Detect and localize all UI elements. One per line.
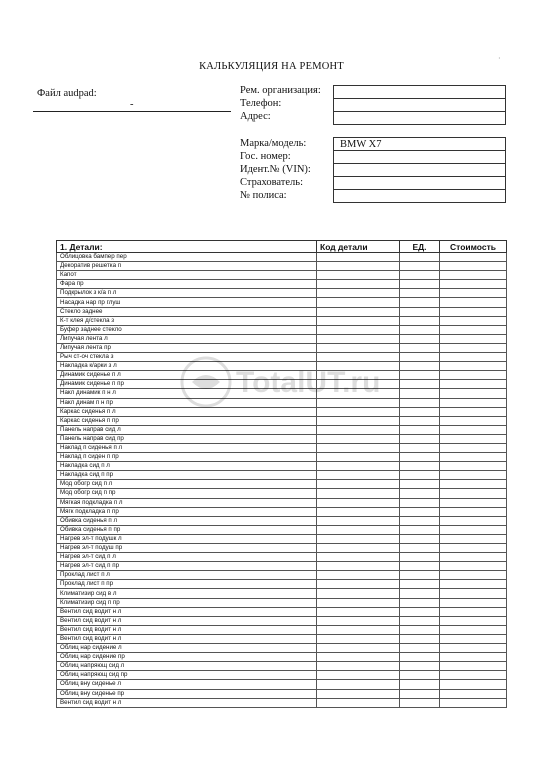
part-unit-cell[interactable] bbox=[400, 625, 440, 634]
part-name-cell: Динамик сиденье п л bbox=[57, 371, 317, 380]
table-row bbox=[57, 462, 507, 471]
part-cost-cell[interactable] bbox=[440, 525, 507, 534]
part-unit-cell[interactable] bbox=[400, 644, 440, 653]
part-code-cell[interactable] bbox=[317, 634, 400, 643]
file-underline bbox=[33, 111, 231, 112]
part-code-cell[interactable] bbox=[317, 425, 400, 434]
part-cost-cell[interactable] bbox=[440, 671, 507, 680]
part-unit-cell[interactable] bbox=[400, 689, 440, 698]
part-unit-cell[interactable] bbox=[400, 462, 440, 471]
part-unit-cell[interactable] bbox=[400, 289, 440, 298]
table-row bbox=[57, 634, 507, 643]
policy-label: № полиса: bbox=[240, 190, 287, 201]
part-unit-cell[interactable] bbox=[400, 380, 440, 389]
part-name-cell: Каркас сиденья п пр bbox=[57, 416, 317, 425]
address-label: Адрес: bbox=[240, 111, 271, 122]
part-code-cell[interactable] bbox=[317, 589, 400, 598]
part-unit-cell[interactable] bbox=[400, 525, 440, 534]
table-row bbox=[57, 398, 507, 407]
part-name-cell: Накл динам п н пр bbox=[57, 398, 317, 407]
part-cost-cell[interactable] bbox=[440, 271, 507, 280]
part-cost-cell[interactable] bbox=[440, 407, 507, 416]
part-code-cell[interactable] bbox=[317, 480, 400, 489]
part-cost-cell[interactable] bbox=[440, 325, 507, 334]
policy-field[interactable] bbox=[333, 189, 506, 203]
part-cost-cell[interactable] bbox=[440, 307, 507, 316]
part-cost-cell[interactable] bbox=[440, 353, 507, 362]
table-row bbox=[57, 662, 507, 671]
table-row bbox=[57, 325, 507, 334]
part-unit-cell[interactable] bbox=[400, 498, 440, 507]
part-unit-cell[interactable] bbox=[400, 534, 440, 543]
part-cost-cell[interactable] bbox=[440, 680, 507, 689]
part-name-cell: Подкрылок з к/а п л bbox=[57, 289, 317, 298]
part-name-cell: Обивка сиденья п пр bbox=[57, 525, 317, 534]
part-unit-cell[interactable] bbox=[400, 307, 440, 316]
make-model-label: Марка/модель: bbox=[240, 138, 307, 149]
part-code-cell[interactable] bbox=[317, 607, 400, 616]
part-unit-cell[interactable] bbox=[400, 671, 440, 680]
table-row bbox=[57, 571, 507, 580]
part-name-cell: Мод обогр сид п л bbox=[57, 480, 317, 489]
part-unit-cell[interactable] bbox=[400, 516, 440, 525]
part-unit-cell[interactable] bbox=[400, 453, 440, 462]
part-code-cell[interactable] bbox=[317, 271, 400, 280]
part-name-cell: Липучая лента пр bbox=[57, 343, 317, 352]
part-name-cell: Вентил сид водит н л bbox=[57, 698, 317, 707]
make-model-field[interactable]: BMW X7 bbox=[333, 137, 506, 151]
parts-table bbox=[56, 240, 507, 708]
part-cost-cell[interactable] bbox=[440, 534, 507, 543]
part-name-cell: Мягк подкладка п пр bbox=[57, 507, 317, 516]
part-cost-cell[interactable] bbox=[440, 298, 507, 307]
part-name-cell: Вентил сид водит н л bbox=[57, 634, 317, 643]
part-code-cell[interactable] bbox=[317, 416, 400, 425]
part-cost-cell[interactable] bbox=[440, 544, 507, 553]
part-cost-cell[interactable] bbox=[440, 598, 507, 607]
part-cost-cell[interactable] bbox=[440, 625, 507, 634]
part-cost-cell[interactable] bbox=[440, 607, 507, 616]
part-cost-cell[interactable] bbox=[440, 644, 507, 653]
table-row bbox=[57, 443, 507, 452]
part-name-cell: Наклад п сиден п пр bbox=[57, 453, 317, 462]
part-cost-cell[interactable] bbox=[440, 289, 507, 298]
part-cost-cell[interactable] bbox=[440, 398, 507, 407]
part-unit-cell[interactable] bbox=[400, 698, 440, 707]
table-row bbox=[57, 507, 507, 516]
vin-field[interactable] bbox=[333, 163, 506, 177]
part-unit-cell[interactable] bbox=[400, 544, 440, 553]
table-row bbox=[57, 480, 507, 489]
part-code-cell[interactable] bbox=[317, 253, 400, 262]
table-row bbox=[57, 280, 507, 289]
part-code-cell[interactable] bbox=[317, 343, 400, 352]
table-row bbox=[57, 334, 507, 343]
phone-label: Телефон: bbox=[240, 98, 282, 109]
part-cost-cell[interactable] bbox=[440, 362, 507, 371]
part-cost-cell[interactable] bbox=[440, 471, 507, 480]
part-name-cell: К-т клея д/стекла з bbox=[57, 316, 317, 325]
part-unit-cell[interactable] bbox=[400, 316, 440, 325]
part-name-cell: Мод обогр сид п пр bbox=[57, 489, 317, 498]
part-code-cell[interactable] bbox=[317, 689, 400, 698]
file-label: Файл audpad: bbox=[37, 88, 97, 99]
plate-field[interactable] bbox=[333, 150, 506, 164]
part-name-cell: Облиц нар сидение л bbox=[57, 644, 317, 653]
part-cost-cell[interactable] bbox=[440, 516, 507, 525]
table-row bbox=[57, 453, 507, 462]
part-unit-cell[interactable] bbox=[400, 389, 440, 398]
part-code-cell[interactable] bbox=[317, 662, 400, 671]
table-row bbox=[57, 289, 507, 298]
part-cost-cell[interactable] bbox=[440, 316, 507, 325]
part-unit-cell[interactable] bbox=[400, 334, 440, 343]
table-row bbox=[57, 544, 507, 553]
part-code-cell[interactable] bbox=[317, 489, 400, 498]
part-unit-cell[interactable] bbox=[400, 443, 440, 452]
part-name-cell: Облиц напряющ сид пр bbox=[57, 671, 317, 680]
part-unit-cell[interactable] bbox=[400, 589, 440, 598]
part-unit-cell[interactable] bbox=[400, 553, 440, 562]
watermark-text: TotalUT.ru bbox=[236, 366, 381, 399]
part-name-cell: Проклад лист п пр bbox=[57, 580, 317, 589]
part-name-cell: Накладка сид п л bbox=[57, 462, 317, 471]
table-row bbox=[57, 353, 507, 362]
part-name-cell: Мягкая подкладка п л bbox=[57, 498, 317, 507]
table-row bbox=[57, 389, 507, 398]
part-unit-cell[interactable] bbox=[400, 662, 440, 671]
part-name-cell: Фара пр bbox=[57, 280, 317, 289]
part-unit-cell[interactable] bbox=[400, 471, 440, 480]
part-code-cell[interactable] bbox=[317, 262, 400, 271]
part-code-cell[interactable] bbox=[317, 362, 400, 371]
part-cost-cell[interactable] bbox=[440, 689, 507, 698]
insured-field[interactable] bbox=[333, 176, 506, 190]
part-name-cell: Облиц вну сиденье л bbox=[57, 680, 317, 689]
part-cost-cell[interactable] bbox=[440, 589, 507, 598]
part-code-cell[interactable] bbox=[317, 598, 400, 607]
table-row bbox=[57, 371, 507, 380]
part-name-cell: Нагрев эл-т подуш пр bbox=[57, 544, 317, 553]
part-code-cell[interactable] bbox=[317, 698, 400, 707]
table-row bbox=[57, 516, 507, 525]
part-code-cell[interactable] bbox=[317, 616, 400, 625]
table-row bbox=[57, 553, 507, 562]
table-row bbox=[57, 653, 507, 662]
part-cost-cell[interactable] bbox=[440, 489, 507, 498]
part-code-cell[interactable] bbox=[317, 507, 400, 516]
part-unit-cell[interactable] bbox=[400, 653, 440, 662]
part-cost-cell[interactable] bbox=[440, 653, 507, 662]
part-name-cell: Капот bbox=[57, 271, 317, 280]
part-code-cell[interactable] bbox=[317, 453, 400, 462]
table-row bbox=[57, 534, 507, 543]
part-code-cell[interactable] bbox=[317, 289, 400, 298]
part-code-cell[interactable] bbox=[317, 398, 400, 407]
part-unit-cell[interactable] bbox=[400, 371, 440, 380]
part-cost-cell[interactable] bbox=[440, 453, 507, 462]
part-code-cell[interactable] bbox=[317, 471, 400, 480]
part-cost-cell[interactable] bbox=[440, 416, 507, 425]
part-unit-cell[interactable] bbox=[400, 425, 440, 434]
part-name-cell: Накладка к/арки з л bbox=[57, 362, 317, 371]
table-row bbox=[57, 589, 507, 598]
table-row bbox=[57, 298, 507, 307]
part-cost-cell[interactable] bbox=[440, 389, 507, 398]
table-row bbox=[57, 607, 507, 616]
part-code-cell[interactable] bbox=[317, 316, 400, 325]
part-name-cell: Рыч ст-оч стекла з bbox=[57, 353, 317, 362]
part-cost-cell[interactable] bbox=[440, 380, 507, 389]
part-cost-cell[interactable] bbox=[440, 262, 507, 271]
part-name-cell: Насадка нар пр глуш bbox=[57, 298, 317, 307]
part-code-cell[interactable] bbox=[317, 307, 400, 316]
part-cost-cell[interactable] bbox=[440, 662, 507, 671]
part-name-cell: Вентил сид водит н л bbox=[57, 625, 317, 634]
part-name-cell: Буфер заднее стекло bbox=[57, 325, 317, 334]
table-row bbox=[57, 598, 507, 607]
parts-table-header bbox=[57, 241, 507, 253]
part-name-cell: Облицовка бампер пер bbox=[57, 253, 317, 262]
table-row bbox=[57, 644, 507, 653]
part-name-cell: Стекло заднее bbox=[57, 307, 317, 316]
column-header-cost: Стоимость bbox=[440, 241, 507, 253]
part-code-cell[interactable] bbox=[317, 571, 400, 580]
part-code-cell[interactable] bbox=[317, 498, 400, 507]
part-cost-cell[interactable] bbox=[440, 334, 507, 343]
part-unit-cell[interactable] bbox=[400, 489, 440, 498]
part-unit-cell[interactable] bbox=[400, 407, 440, 416]
corner-mark: · bbox=[498, 54, 501, 63]
part-name-cell: Обивка сиденья п л bbox=[57, 516, 317, 525]
part-cost-cell[interactable] bbox=[440, 343, 507, 352]
part-name-cell: Декоратив решетка п bbox=[57, 262, 317, 271]
part-name-cell: Вентил сид водит н л bbox=[57, 607, 317, 616]
column-header-unit: ЕД. bbox=[400, 241, 440, 253]
table-row bbox=[57, 380, 507, 389]
part-unit-cell[interactable] bbox=[400, 343, 440, 352]
part-code-cell[interactable] bbox=[317, 534, 400, 543]
part-unit-cell[interactable] bbox=[400, 271, 440, 280]
table-row bbox=[57, 616, 507, 625]
part-name-cell: Накладка сид п пр bbox=[57, 471, 317, 480]
org-field[interactable] bbox=[333, 85, 506, 99]
part-code-cell[interactable] bbox=[317, 443, 400, 452]
part-unit-cell[interactable] bbox=[400, 434, 440, 443]
table-row bbox=[57, 307, 507, 316]
part-unit-cell[interactable] bbox=[400, 262, 440, 271]
part-name-cell: Нагрев эл-т сид п пр bbox=[57, 562, 317, 571]
part-unit-cell[interactable] bbox=[400, 580, 440, 589]
part-code-cell[interactable] bbox=[317, 516, 400, 525]
part-code-cell[interactable] bbox=[317, 462, 400, 471]
table-row bbox=[57, 625, 507, 634]
part-name-cell: Панель направ сид л bbox=[57, 425, 317, 434]
part-cost-cell[interactable] bbox=[440, 443, 507, 452]
part-cost-cell[interactable] bbox=[440, 571, 507, 580]
part-cost-cell[interactable] bbox=[440, 634, 507, 643]
table-row bbox=[57, 262, 507, 271]
part-name-cell: Каркас сиденья п л bbox=[57, 407, 317, 416]
part-code-cell[interactable] bbox=[317, 298, 400, 307]
part-cost-cell[interactable] bbox=[440, 698, 507, 707]
table-row bbox=[57, 562, 507, 571]
table-row bbox=[57, 671, 507, 680]
file-value: - bbox=[130, 99, 134, 110]
part-name-cell: Нагрев эл-т подушк л bbox=[57, 534, 317, 543]
table-row bbox=[57, 698, 507, 707]
address-field[interactable] bbox=[333, 111, 506, 125]
table-row bbox=[57, 680, 507, 689]
part-cost-cell[interactable] bbox=[440, 498, 507, 507]
part-code-cell[interactable] bbox=[317, 371, 400, 380]
part-code-cell[interactable] bbox=[317, 625, 400, 634]
plate-label: Гос. номер: bbox=[240, 151, 291, 162]
part-cost-cell[interactable] bbox=[440, 507, 507, 516]
part-code-cell[interactable] bbox=[317, 389, 400, 398]
part-code-cell[interactable] bbox=[317, 653, 400, 662]
part-code-cell[interactable] bbox=[317, 544, 400, 553]
table-row bbox=[57, 580, 507, 589]
part-unit-cell[interactable] bbox=[400, 416, 440, 425]
part-name-cell: Накл динамик п н л bbox=[57, 389, 317, 398]
table-row bbox=[57, 471, 507, 480]
part-unit-cell[interactable] bbox=[400, 598, 440, 607]
part-code-cell[interactable] bbox=[317, 644, 400, 653]
part-unit-cell[interactable] bbox=[400, 562, 440, 571]
part-unit-cell[interactable] bbox=[400, 280, 440, 289]
part-cost-cell[interactable] bbox=[440, 462, 507, 471]
table-row bbox=[57, 316, 507, 325]
table-row bbox=[57, 689, 507, 698]
part-name-cell: Липучая лента л bbox=[57, 334, 317, 343]
table-row bbox=[57, 407, 507, 416]
part-unit-cell[interactable] bbox=[400, 353, 440, 362]
part-code-cell[interactable] bbox=[317, 407, 400, 416]
part-name-cell: Панель направ сид пр bbox=[57, 434, 317, 443]
part-unit-cell[interactable] bbox=[400, 480, 440, 489]
part-name-cell: Облиц напряющ сид л bbox=[57, 662, 317, 671]
part-code-cell[interactable] bbox=[317, 325, 400, 334]
phone-field[interactable] bbox=[333, 98, 506, 112]
part-unit-cell[interactable] bbox=[400, 507, 440, 516]
part-name-cell: Проклад лист п л bbox=[57, 571, 317, 580]
part-unit-cell[interactable] bbox=[400, 325, 440, 334]
part-code-cell[interactable] bbox=[317, 280, 400, 289]
part-cost-cell[interactable] bbox=[440, 253, 507, 262]
part-cost-cell[interactable] bbox=[440, 580, 507, 589]
part-cost-cell[interactable] bbox=[440, 425, 507, 434]
insured-label: Страхователь: bbox=[240, 177, 303, 188]
part-cost-cell[interactable] bbox=[440, 553, 507, 562]
part-cost-cell[interactable] bbox=[440, 434, 507, 443]
part-code-cell[interactable] bbox=[317, 525, 400, 534]
vin-label: Идент.№ (VIN): bbox=[240, 164, 311, 175]
table-row bbox=[57, 362, 507, 371]
table-row bbox=[57, 253, 507, 262]
part-unit-cell[interactable] bbox=[400, 253, 440, 262]
table-row bbox=[57, 434, 507, 443]
part-code-cell[interactable] bbox=[317, 680, 400, 689]
part-unit-cell[interactable] bbox=[400, 634, 440, 643]
part-code-cell[interactable] bbox=[317, 434, 400, 443]
part-code-cell[interactable] bbox=[317, 671, 400, 680]
part-code-cell[interactable] bbox=[317, 380, 400, 389]
part-unit-cell[interactable] bbox=[400, 616, 440, 625]
part-code-cell[interactable] bbox=[317, 334, 400, 343]
part-code-cell[interactable] bbox=[317, 553, 400, 562]
part-code-cell[interactable] bbox=[317, 562, 400, 571]
part-cost-cell[interactable] bbox=[440, 562, 507, 571]
part-unit-cell[interactable] bbox=[400, 607, 440, 616]
part-name-cell: Климатизир сид п пр bbox=[57, 598, 317, 607]
page-title: КАЛЬКУЛЯЦИЯ НА РЕМОНТ bbox=[199, 61, 344, 72]
column-header-code: Код детали bbox=[317, 241, 400, 253]
part-name-cell: Наклад п сиденья п л bbox=[57, 443, 317, 452]
part-cost-cell[interactable] bbox=[440, 480, 507, 489]
part-name-cell: Облиц вну сиденье пр bbox=[57, 689, 317, 698]
part-code-cell[interactable] bbox=[317, 580, 400, 589]
part-name-cell: Облиц нар сидение пр bbox=[57, 653, 317, 662]
part-name-cell: Климатизир сид в л bbox=[57, 589, 317, 598]
part-name-cell: Динамик сиденье п пр bbox=[57, 380, 317, 389]
table-row bbox=[57, 425, 507, 434]
part-unit-cell[interactable] bbox=[400, 362, 440, 371]
table-row bbox=[57, 416, 507, 425]
part-name-cell: Нагрев эл-т сид п л bbox=[57, 553, 317, 562]
part-unit-cell[interactable] bbox=[400, 680, 440, 689]
part-code-cell[interactable] bbox=[317, 353, 400, 362]
org-label: Рем. организация: bbox=[240, 85, 321, 96]
table-row bbox=[57, 343, 507, 352]
part-unit-cell[interactable] bbox=[400, 298, 440, 307]
table-row bbox=[57, 525, 507, 534]
part-name-cell: Вентил сид водит н л bbox=[57, 616, 317, 625]
part-unit-cell[interactable] bbox=[400, 398, 440, 407]
column-header-parts: 1. Детали: bbox=[57, 241, 317, 253]
part-cost-cell[interactable] bbox=[440, 371, 507, 380]
table-row bbox=[57, 498, 507, 507]
table-row bbox=[57, 489, 507, 498]
table-row bbox=[57, 271, 507, 280]
part-unit-cell[interactable] bbox=[400, 571, 440, 580]
part-cost-cell[interactable] bbox=[440, 616, 507, 625]
part-cost-cell[interactable] bbox=[440, 280, 507, 289]
